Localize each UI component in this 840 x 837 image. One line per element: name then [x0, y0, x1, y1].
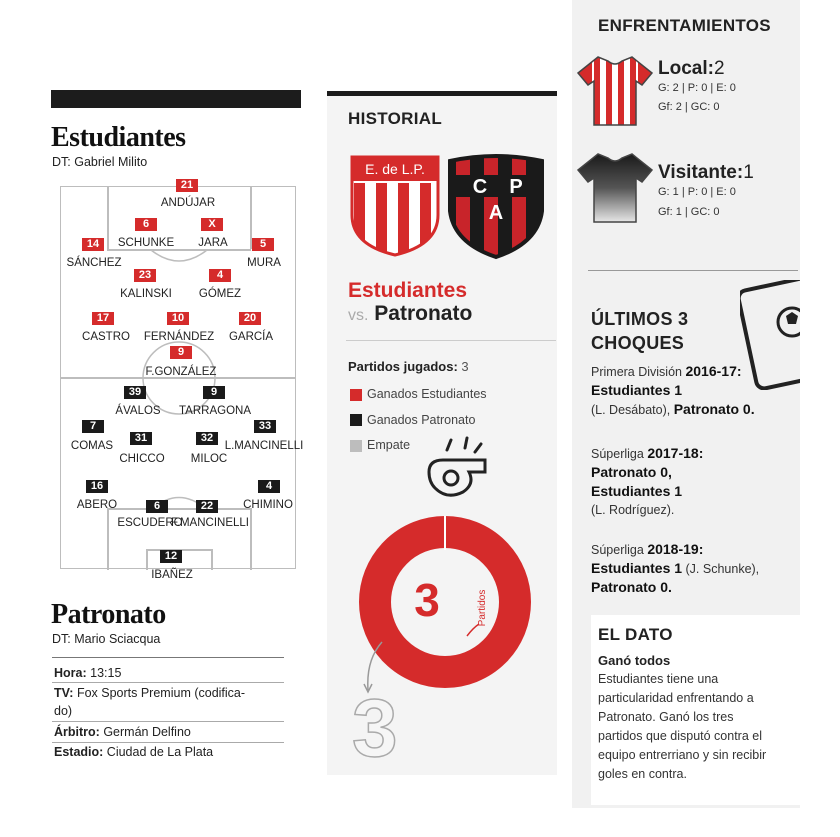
player-name: SCHUNKE [117, 237, 175, 249]
player-name: L.MANCINELLI [224, 440, 304, 452]
local-stats-1: G: 2 | P: 0 | E: 0 [658, 82, 736, 94]
historial-away-line: vs. Patronato [348, 302, 473, 325]
visit-stats-1: G: 1 | P: 0 | E: 0 [658, 186, 736, 198]
svg-text:3: 3 [414, 574, 440, 626]
badge-home-text: E. de L.P. [365, 161, 425, 177]
match-tv-cont: do) [54, 704, 73, 718]
home-coach: DT: Gabriel Milito [52, 155, 148, 169]
player-name: ESCUDERO [117, 517, 183, 529]
player-number: 20 [239, 312, 261, 325]
player-name: ÁVALOS [115, 405, 161, 417]
played-count: Partidos jugados: 3 [348, 359, 469, 374]
match-time: Hora: 13:15 [54, 666, 122, 680]
player-name: GÓMEZ [198, 288, 242, 300]
away-jersey-icon [576, 150, 654, 226]
dato-title: EL DATO [598, 625, 673, 644]
player-number: 33 [254, 420, 276, 433]
local-stats-2: Gf: 2 | GC: 0 [658, 101, 720, 113]
svg-text:A: A [488, 202, 504, 224]
historial-home-team: Estudiantes [348, 279, 468, 302]
legend-draw: Empate [367, 438, 411, 452]
dato-text: Estudiantes tiene una particularidad enfrentando a Patronato. Ganó los tres partidos que disputó contra el equipo entrerriano y sin recibir goles en contra. [598, 672, 767, 781]
match-3: Súperliga 2018-19: Estudiantes 1 (J. Schunke), Patronato 0. [591, 541, 760, 595]
player-number: 31 [130, 432, 152, 445]
player-number: 9 [203, 386, 225, 399]
player-name: CHICCO [119, 453, 165, 465]
patronato-badge-icon [446, 153, 546, 261]
player-number: 17 [92, 312, 114, 325]
player-name: MURA [247, 257, 281, 269]
home-team-title: Estudiantes [51, 122, 186, 153]
header-bar [51, 90, 301, 108]
away-coach: DT: Mario Sciacqua [52, 632, 161, 646]
player-name: GARCÍA [228, 331, 274, 343]
player-name: KALINSKI [120, 288, 172, 300]
player-name: F.MANCINELLI [171, 517, 249, 529]
svg-text:Partidos: Partidos [477, 589, 488, 627]
player-number: 6 [135, 218, 157, 231]
player-number: 14 [82, 238, 104, 251]
match-stadium: Estadio: Ciudad de La Plata [54, 745, 214, 759]
player-number: 12 [160, 550, 182, 563]
big-number: 3 [352, 683, 398, 774]
historial-title: HISTORIAL [348, 109, 443, 128]
player-number: 7 [82, 420, 104, 433]
player-name: COMAS [70, 440, 114, 452]
player-name: SÁNCHEZ [66, 257, 122, 269]
player-number: 21 [176, 179, 198, 192]
player-name: ABERO [76, 499, 118, 511]
player-name: F.GONZÁLEZ [145, 366, 217, 378]
away-team-title: Patronato [51, 599, 166, 630]
legend-home: Ganados Estudiantes [367, 387, 487, 401]
enfrentamientos-title: ENFRENTAMIENTOS [598, 16, 771, 35]
historial-bar [327, 91, 557, 96]
player-number: 16 [86, 480, 108, 493]
player-name: FERNÁNDEZ [143, 331, 215, 343]
player-number: 4 [258, 480, 280, 493]
player-number: 23 [134, 269, 156, 282]
legend-swatch-away [350, 414, 362, 426]
match-tv: TV: Fox Sports Premium (codifica- [54, 686, 246, 700]
player-number: 32 [196, 432, 218, 445]
player-name: TARRAGONA [179, 405, 251, 417]
player-number: 4 [209, 269, 231, 282]
svg-text:C: C [472, 176, 488, 198]
player-name: CHIMINO [243, 499, 293, 511]
legend-swatch-home [350, 389, 362, 401]
player-number: 5 [252, 238, 274, 251]
visit-record: Visitante:1 [658, 162, 754, 183]
player-number: 22 [196, 500, 218, 513]
local-record: Local:2 [658, 58, 725, 79]
svg-text:P: P [509, 176, 523, 198]
legend-swatch-draw [350, 440, 362, 452]
player-name: MILOC [190, 453, 228, 465]
player-number: 10 [167, 312, 189, 325]
player-name: ANDÚJAR [160, 197, 216, 209]
dato-subtitle: Ganó todos [598, 653, 671, 668]
ultimos-title: ÚLTIMOS 3 CHOQUES [591, 309, 689, 353]
player-number: 39 [124, 386, 146, 399]
match-1: Primera División 2016-17: Estudiantes 1 (L. Desábato), Patronato 0. [591, 363, 755, 417]
player-number: 6 [146, 500, 168, 513]
player-number: 9 [170, 346, 192, 359]
match-2: Súperliga 2017-18: Patronato 0, Estudiantes 1 (L. Rodríguez). [591, 445, 704, 517]
player-name: CASTRO [82, 331, 130, 343]
player-name: IBAÑEZ [151, 569, 193, 581]
player-number: X [201, 218, 223, 231]
whistle-icon [425, 436, 495, 500]
home-jersey-icon [576, 53, 654, 127]
estudiantes-badge-icon [350, 155, 440, 257]
legend-away: Ganados Patronato [367, 413, 476, 427]
player-name: JARA [198, 237, 228, 249]
match-referee: Árbitro: Germán Delfino [54, 725, 191, 739]
visit-stats-2: Gf: 1 | GC: 0 [658, 206, 720, 218]
